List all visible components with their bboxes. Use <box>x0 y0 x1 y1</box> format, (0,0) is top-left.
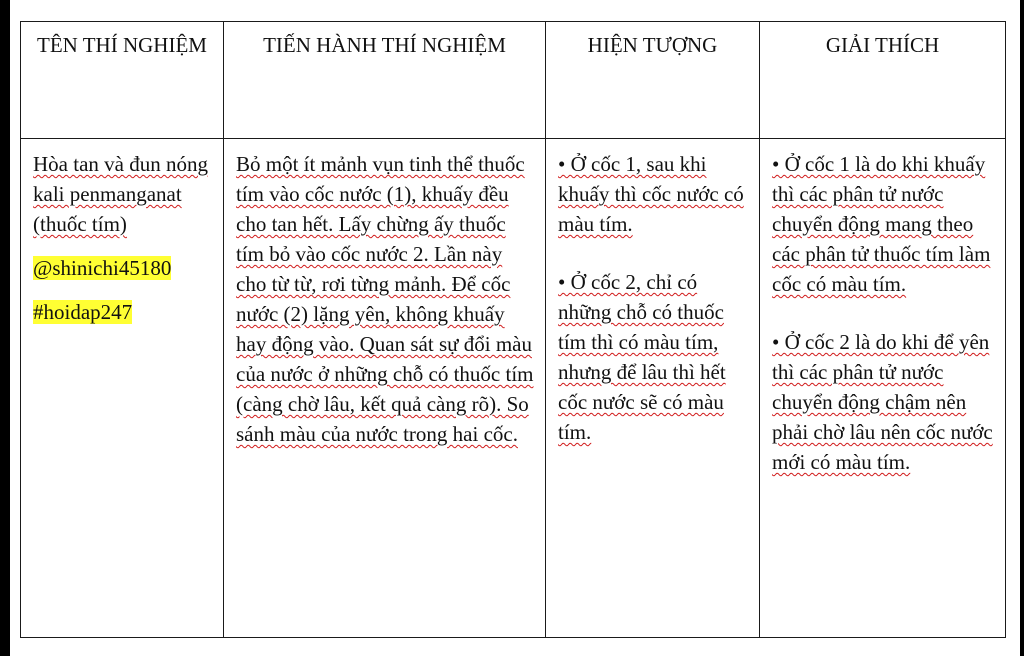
header-experiment-name: TÊN THÍ NGHIỆM <box>21 22 224 139</box>
cell-experiment-name <box>21 139 224 638</box>
header-row <box>21 22 1006 139</box>
explanation-cup-2: • Ở cốc 2 là do khi để yên thì các phân tử nước chuyển động chậm nên phải chờ lâu nên cốc nước mới có màu tím. <box>772 330 993 474</box>
user-tag-highlight: @shinichi45180 <box>33 256 172 280</box>
cell-phenomenon <box>546 139 760 638</box>
header-phenomenon: HIỆN TƯỢNG <box>546 22 760 139</box>
table-row <box>21 139 1006 638</box>
site-tag-highlight: #hoidap247 <box>33 300 133 324</box>
phenomenon-cup-2: • Ở cốc 2, chỉ có những chỗ có thuốc tím thì có màu tím, nhưng để lâu thì hết cốc nước sẽ có màu tím. <box>558 270 726 444</box>
cell-procedure <box>224 139 546 638</box>
procedure-text: Bỏ một ít mảnh vụn tinh thể thuốc tím vào cốc nước (1), khuấy đều cho tan hết. Lấy chừng ấy thuốc tím bỏ vào cốc nước 2. Lần này cho từ từ, rơi từng mảnh. Để cốc nước (2) lặng yên, không khuấy hay động vào. Quan sát sự đổi màu của nước ở những chỗ có thuốc tím (càng chờ lâu, kết quả càng rõ). So sánh màu của nước trong hai cốc. <box>236 152 534 446</box>
left-border-strip <box>0 0 10 656</box>
header-procedure: TIẾN HÀNH THÍ NGHIỆM <box>224 22 546 139</box>
explanation-cup-1: • Ở cốc 1 là do khi khuấy thì các phân tử nước chuyển động mang theo các phân tử thuốc tím làm cốc có màu tím. <box>772 152 991 296</box>
experiment-table <box>20 21 1006 638</box>
right-border-strip <box>1020 0 1024 656</box>
header-explanation: GIẢI THÍCH <box>760 22 1006 139</box>
experiment-name-text: Hòa tan và đun nóng kali penmanganat (thuốc tím) <box>33 152 208 236</box>
phenomenon-cup-1: • Ở cốc 1, sau khi khuấy thì cốc nước có màu tím. <box>558 152 744 236</box>
cell-explanation <box>760 139 1006 638</box>
